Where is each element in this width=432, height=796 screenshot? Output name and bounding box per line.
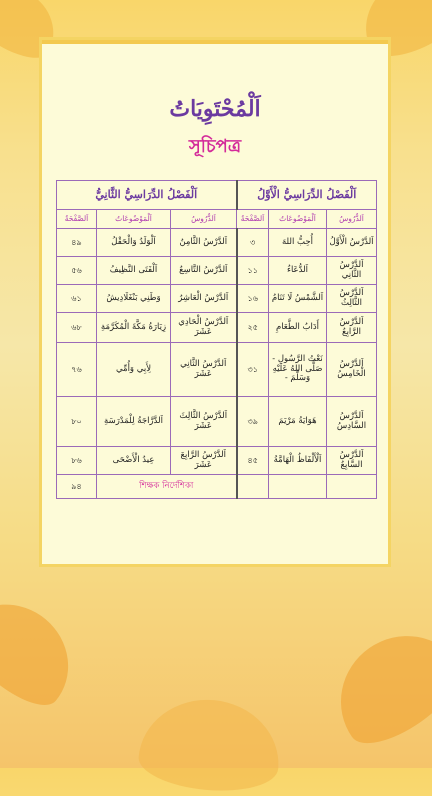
page-cell: ৫৬ [57,257,97,285]
page-cell: ৬৮ [57,313,97,343]
page-cell: ৩৯ [237,397,269,447]
lesson-cell: اَلدَّرْسُ الثَّالِثُ [327,285,377,313]
col-page-2: اَلصَّفْحَةُ [57,210,97,229]
topic-cell: نَعْتُ الرَّسُولِ - صَلَّى اللهُ عَلَيْهِ وَسَلَّمَ - [269,343,327,397]
topic-cell: لِأَبِي وَأُمِّي [97,343,171,397]
page-cell: ৬১ [57,285,97,313]
lesson-cell: اَلدَّرْسُ الثَّانِي عَشَرَ [171,343,237,397]
table-row [57,285,377,313]
page-cell: ৪৫ [237,447,269,475]
page-cell: ৮০ [57,397,97,447]
col-topic-2: اَلْمَوْضُوعَاتُ [97,210,171,229]
column-header-row [57,210,377,229]
topic-cell: اَلدُّعَاءُ [269,257,327,285]
flower-petal-decoration [316,611,432,759]
col-lesson-1: اَلدُّرُوسُ [327,210,377,229]
flower-petal-decoration [136,694,283,796]
topic-cell: أَدَابُ الطَّعَامِ [269,313,327,343]
lesson-cell: اَلدَّرْسُ الْعَاشِرُ [171,285,237,313]
semester-1-heading: اَلْفَصْلُ الدِّرَاسِيُّ الْأَوَّلُ [237,181,377,210]
lesson-cell: اَلدَّرْسُ الثَّالِثَ عَشَرَ [171,397,237,447]
page-cell: ৩ [237,229,269,257]
lesson-cell: اَلدَّرْسُ الْحَادِي عَشَرَ [171,313,237,343]
page-cell: ৭৬ [57,343,97,397]
lesson-cell: اَلدَّرْسُ الثَّانِي [327,257,377,285]
table-row [57,343,377,397]
lesson-cell: اَلدَّرْسُ الْخَامِسُ [327,343,377,397]
table-row [57,313,377,343]
topic-cell: اَلدَّرَّاجَةُ لِلْمَدْرَسَةِ [97,397,171,447]
lesson-cell: اَلدَّرْسُ الرَّابِعُ [327,313,377,343]
topic-cell: اَلْفَتَى النَّظِيفُ [97,257,171,285]
topic-cell: هَوَايَةُ مَرْيَمَ [269,397,327,447]
lesson-cell: اَلدَّرْسُ السَّادِسُ [327,397,377,447]
page-cell: ১১ [237,257,269,285]
topic-cell: عِيدُ الْأَضْحَى [97,447,171,475]
page-cell: ২৫ [237,313,269,343]
lesson-cell: اَلدَّرْسُ الرَّابِعَ عَشَرَ [171,447,237,475]
page-title-arabic: اَلْمُحْتَوِيَاتُ [169,96,261,122]
page-top-band [42,40,388,44]
table-row [57,397,377,447]
semester-header-row [57,181,377,210]
col-lesson-2: اَلدُّرُوسُ [171,210,237,229]
topic-cell: أُحِبُّ اللهَ [269,229,327,257]
contents-table [56,180,377,499]
topic-cell: وَطَنِي بَنْغَلَادِيشُ [97,285,171,313]
page-cell: ৪৯ [57,229,97,257]
page-title-bengali: সূচিপত্র [188,136,242,157]
topic-cell: زِيَارَةُ مَكَّةَ الْمُكَرَّمَةِ [97,313,171,343]
col-page-1: اَلصَّفْحَةُ [237,210,269,229]
topic-cell: اَلْوَلَدُ وَالْحَقْلُ [97,229,171,257]
teacher-guide-label: শিক্ষক নির্দেশিকা [97,475,237,499]
page-cell: ১৬ [237,285,269,313]
page-cell: ৮৬ [57,447,97,475]
col-topic-1: اَلْمَوْضُوعَاتُ [269,210,327,229]
content-page [42,40,388,564]
flower-petal-decoration [0,581,92,719]
table-row [57,447,377,475]
lesson-cell: اَلدَّرْسُ الْأَوَّلُ [327,229,377,257]
lesson-cell: اَلدَّرْسُ السَّابِعُ [327,447,377,475]
lesson-cell: اَلدَّرْسُ الثَّامِنُ [171,229,237,257]
topic-cell: اَلْأَلْفَاظُ الْهَامَّةُ [269,447,327,475]
lesson-cell: اَلدَّرْسُ التَّاسِعُ [171,257,237,285]
page-cell: ৩১ [237,343,269,397]
topic-cell: اَلشَّمْسُ لَا تَنَامُ [269,285,327,313]
teacher-guide-page: ৯৪ [57,475,97,499]
table-row [57,229,377,257]
semester-2-heading: اَلْفَصْلُ الدِّرَاسِيُّ الثَّانِيُّ [57,181,237,210]
table-row [57,257,377,285]
teacher-guide-row [57,475,377,499]
